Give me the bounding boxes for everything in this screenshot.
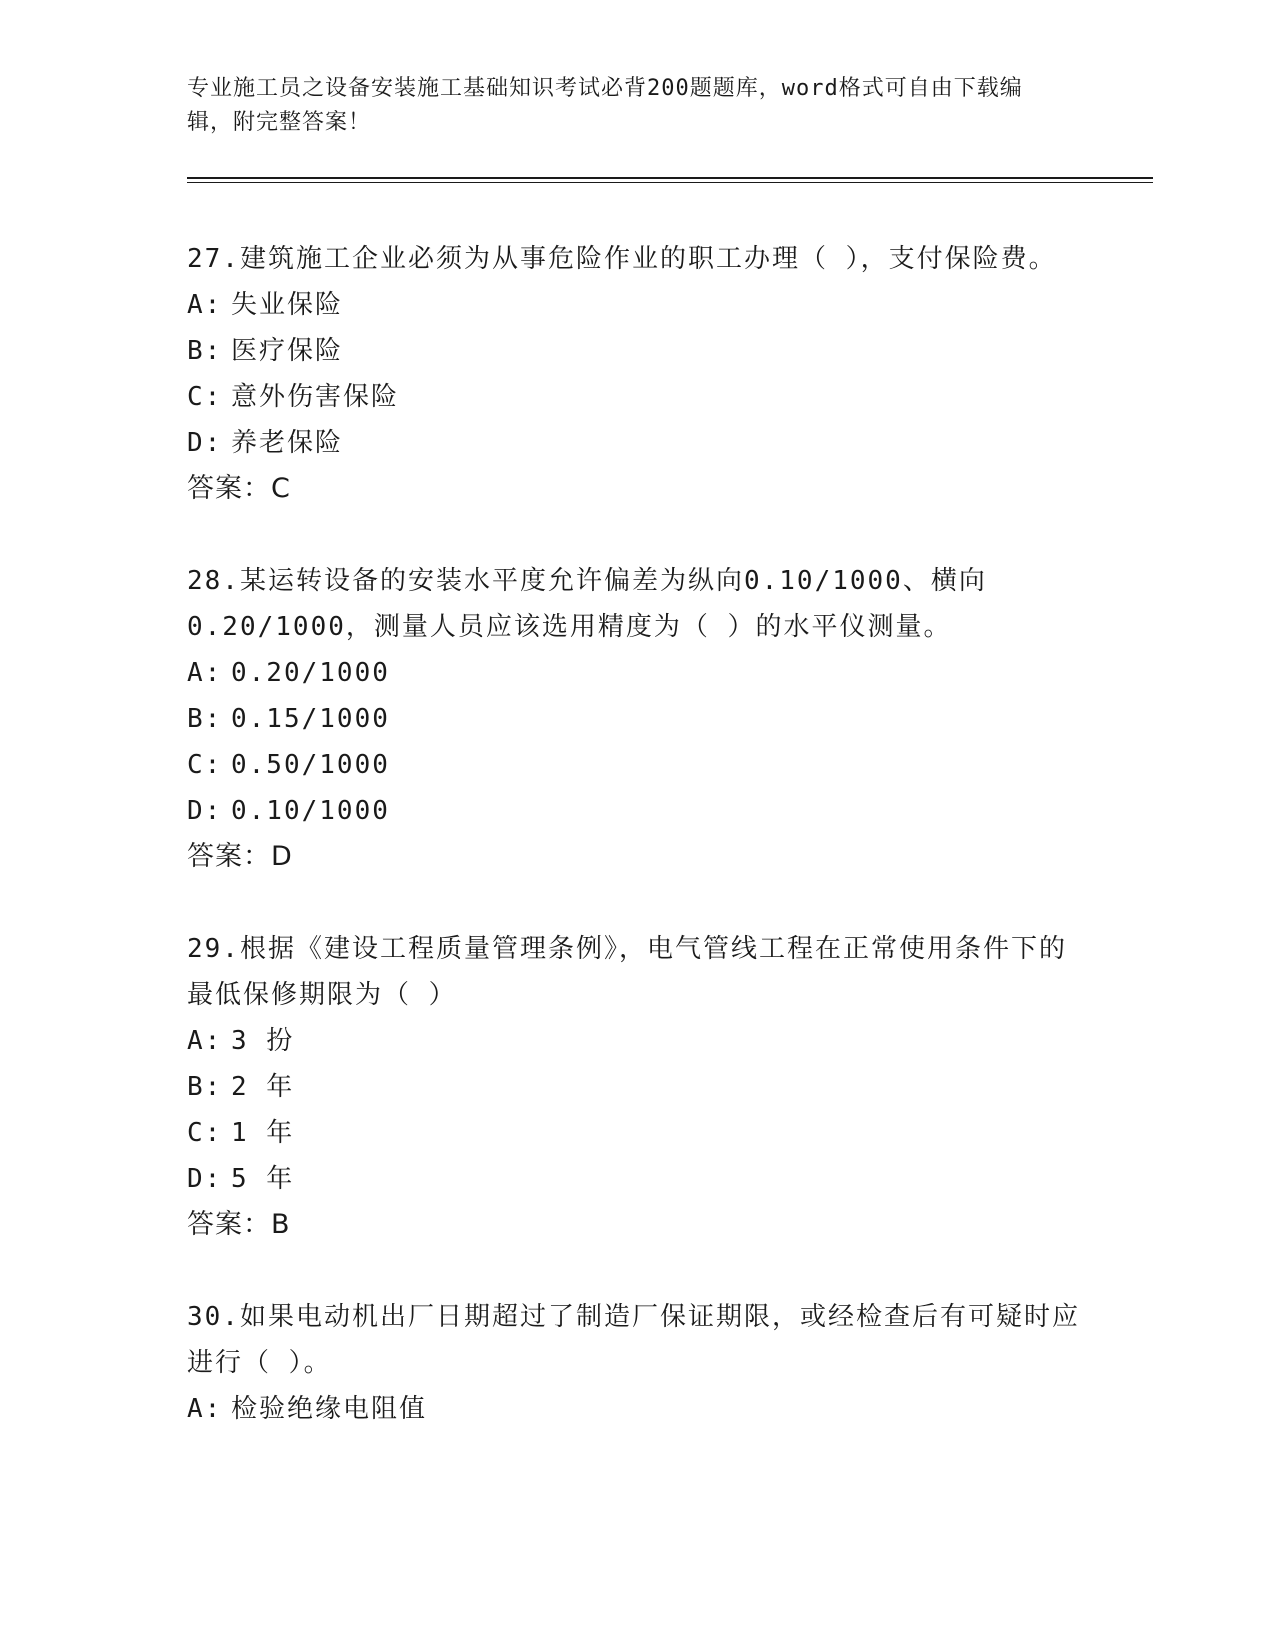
option-text: 5 年 <box>231 1164 295 1194</box>
option-a <box>187 282 1087 328</box>
option-text: 1 年 <box>231 1118 295 1148</box>
option-d <box>187 420 1087 466</box>
option-text: 0.10/1000 <box>231 796 390 826</box>
option-label: A: <box>187 290 223 320</box>
option-c <box>187 742 1087 788</box>
option-text: 0.15/1000 <box>231 704 390 734</box>
question-text: 29.根据《建设工程质量管理条例》，电气管线工程在正常使用条件下的最低保修期限为（ ） <box>187 934 1067 1010</box>
option-b <box>187 696 1087 742</box>
question-30 <box>187 1294 1087 1432</box>
option-b <box>187 328 1087 374</box>
question-text: 27.建筑施工企业必须为从事危险作业的职工办理（ ），支付保险费。 <box>187 244 1057 274</box>
option-label: C: <box>187 750 223 780</box>
option-text: 0.50/1000 <box>231 750 390 780</box>
option-label: A: <box>187 1394 223 1424</box>
option-a <box>187 1018 1087 1064</box>
question-text: 30.如果电动机出厂日期超过了制造厂保证期限，或经检查后有可疑时应进行（ ）。 <box>187 1302 1080 1378</box>
option-d <box>187 1156 1087 1202</box>
option-label: D: <box>187 428 223 458</box>
option-c <box>187 374 1087 420</box>
option-label: C: <box>187 1118 223 1148</box>
header-divider <box>187 177 1153 179</box>
option-label: D: <box>187 1164 223 1194</box>
option-text: 医疗保险 <box>231 336 344 366</box>
option-label: B: <box>187 704 223 734</box>
option-d <box>187 788 1087 834</box>
option-a <box>187 650 1087 696</box>
option-label: B: <box>187 1072 223 1102</box>
option-text: 意外伤害保险 <box>231 382 400 412</box>
question-28 <box>187 558 1087 880</box>
option-label: C: <box>187 382 223 412</box>
question-27 <box>187 236 1087 512</box>
option-label: D: <box>187 796 223 826</box>
option-text: 2 年 <box>231 1072 295 1102</box>
document-header: 专业施工员之设备安装施工基础知识考试必背200题题库，word格式可自由下载编辑，附完整答案！ <box>187 76 1023 135</box>
option-label: A: <box>187 1026 223 1056</box>
question-29 <box>187 926 1087 1248</box>
option-text: 0.20/1000 <box>231 658 390 688</box>
option-b <box>187 1064 1087 1110</box>
option-text: 检验绝缘电阻值 <box>231 1394 428 1424</box>
answer-line: 答案：C <box>187 473 291 504</box>
answer-line: 答案：B <box>187 1209 291 1240</box>
question-list <box>187 236 1087 1478</box>
header-divider-thin <box>187 182 1153 183</box>
option-a <box>187 1386 1087 1432</box>
answer-line: 答案：D <box>187 841 293 872</box>
option-label: A: <box>187 658 223 688</box>
option-text: 失业保险 <box>231 290 344 320</box>
option-label: B: <box>187 336 223 366</box>
question-text: 28.某运转设备的安装水平度允许偏差为纵向0.10/1000、横向0.20/1000，测量人员应该选用精度为（ ）的水平仪测量。 <box>187 566 987 642</box>
option-text: 3 扮 <box>231 1026 295 1056</box>
option-c <box>187 1110 1087 1156</box>
option-text: 养老保险 <box>231 428 344 458</box>
